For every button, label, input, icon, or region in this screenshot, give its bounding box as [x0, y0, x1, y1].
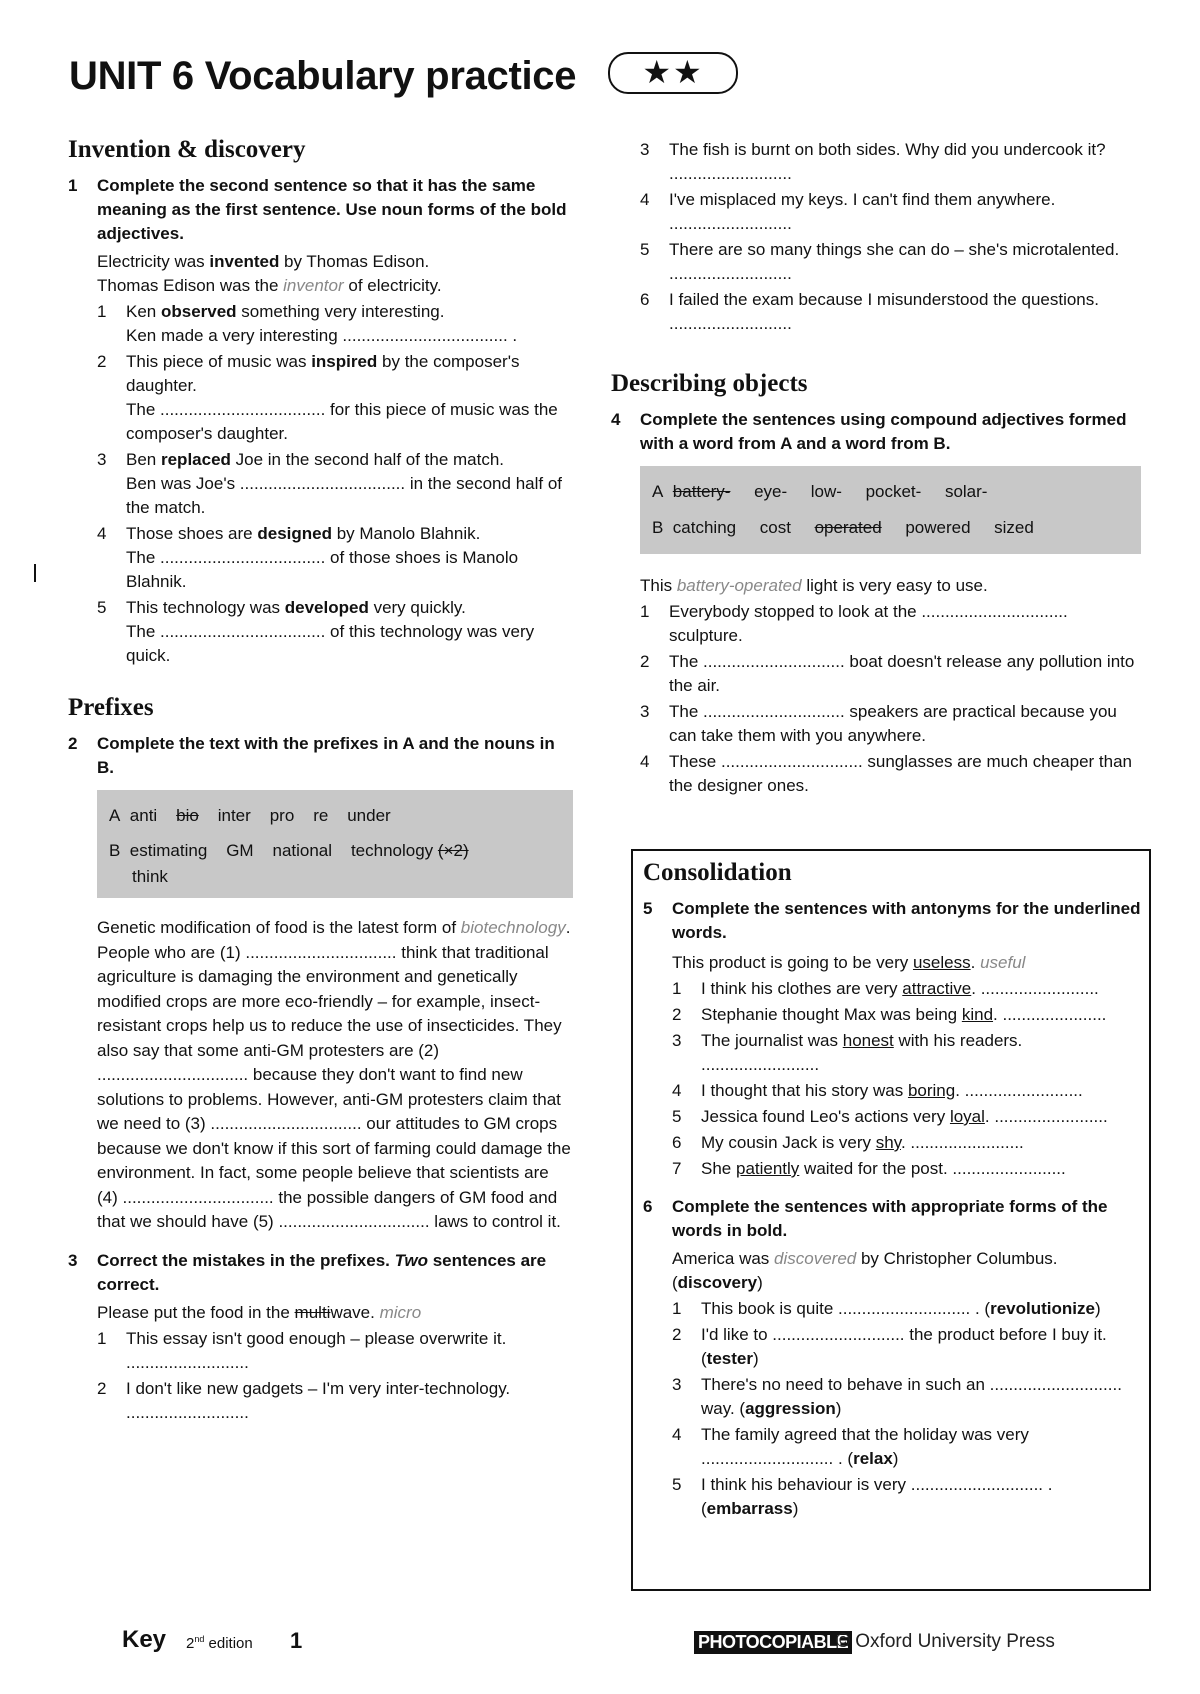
item-number: 3 — [640, 140, 650, 159]
bold-word: developed — [284, 598, 369, 617]
list-item — [97, 448, 573, 520]
instruction-text: Complete the text with the prefixes in A and the nouns in B. — [97, 734, 555, 777]
text: She — [701, 1159, 736, 1178]
text: by Thomas Edison. — [279, 252, 430, 271]
list-item — [672, 1131, 1143, 1155]
list-item — [672, 1029, 1143, 1077]
text: This product is going to be very — [672, 953, 913, 972]
answer-line[interactable]: The ................................... for this piece of music was the composer's daughter. — [126, 400, 558, 443]
word-crossed: bio — [176, 806, 199, 825]
item-text[interactable]: These .............................. sunglasses are much cheaper than the designer ones. — [669, 752, 1132, 795]
word: eye- — [754, 482, 788, 501]
list-item — [640, 188, 1140, 236]
item-text[interactable]: The fish is burnt on both sides. Why did you undercook it? .......................... — [669, 140, 1106, 183]
list-item — [640, 700, 1141, 748]
bold-word: discovery — [677, 1273, 758, 1292]
text: . People who are (1) ................................ think that traditional agriculture is damaging the environment and genetically modified crops are more eco-friendly – for example, insect-resistant crops help us to reduce the use of insecticides. They also say that some anti-GM protesters are (2) ................................ because they don't want to find new solutions to problems. However, anti-GM protesters claim that we need to (3) ................................ our attitudes to GM crops because we don't know if this sort of farming could damage the environment. In fact, some people believe that scientists are (4) ................................ the possible dangers of GM food and that we should have (5) ................................ laws to control it. — [97, 918, 571, 1231]
list-item — [640, 650, 1141, 698]
instruction-text: Correct the mistakes in the prefixes. — [97, 1250, 395, 1270]
item-number: 1 — [97, 302, 107, 321]
answer-line[interactable]: waited for the post. ........................ — [799, 1159, 1066, 1178]
exercise-number: 2 — [68, 734, 78, 753]
text: Ben — [126, 450, 161, 469]
text: This technology was — [126, 598, 285, 617]
underlined-word: attractive — [902, 979, 972, 998]
exercise-number: 6 — [643, 1197, 653, 1216]
example-answer: biotechnology — [460, 918, 566, 937]
item-number: 7 — [672, 1159, 682, 1178]
underlined-word: shy — [875, 1133, 901, 1152]
item-number: 5 — [672, 1107, 682, 1126]
answer-line[interactable]: I'd like to ............................ the product before I buy it. ( — [701, 1325, 1107, 1368]
exercise-number: 1 — [68, 176, 78, 195]
instruction-emphasis: Two — [394, 1250, 428, 1270]
word-box-row-a — [652, 474, 1129, 510]
answer-line[interactable]: . ......................... — [971, 979, 1099, 998]
answer-line[interactable]: . ...................... — [993, 1005, 1107, 1024]
item-number: 4 — [640, 752, 650, 771]
list-item — [97, 1327, 573, 1375]
item-number: 4 — [97, 524, 107, 543]
word-count-crossed: (×2) — [437, 841, 469, 860]
bold-word: aggression — [745, 1399, 836, 1418]
word-box — [97, 790, 573, 898]
answer-line[interactable]: . ........................ — [900, 1133, 1024, 1152]
list-item — [97, 1377, 573, 1425]
word-box-row-b — [652, 510, 1129, 546]
list-item — [640, 138, 1140, 186]
word: cost — [759, 518, 791, 537]
difficulty-stars: ★★ — [608, 52, 738, 94]
bold-word: embarrass — [706, 1499, 793, 1518]
item-number: 2 — [640, 652, 650, 671]
word: pocket- — [865, 482, 922, 501]
word: pro — [269, 806, 295, 825]
answer-line[interactable]: There's no need to behave in such an ............................ way. ( — [701, 1375, 1122, 1418]
exercise-2-text — [97, 916, 573, 1235]
list-item — [97, 596, 573, 668]
list-item — [672, 1473, 1143, 1521]
exercise-3-example — [97, 1301, 573, 1325]
bold-word: replaced — [160, 450, 231, 469]
bold-word: tester — [706, 1349, 753, 1368]
word: powered — [905, 518, 971, 537]
answer-line[interactable]: The family agreed that the holiday was very ............................ . ( — [701, 1425, 1029, 1468]
left-column — [68, 138, 573, 1425]
instruction-text: Complete the second sentence so that it has the same meaning as the first sentence. Use noun forms of the bold adjectives. — [97, 176, 567, 243]
text: by the composer's daughter. — [126, 352, 520, 395]
row-label: B — [652, 518, 664, 537]
text: Ken — [126, 302, 161, 321]
item-text[interactable]: Everybody stopped to look at the ............................... sculpture. — [669, 602, 1068, 645]
exercise-2-instruction — [68, 732, 573, 780]
row-label: A — [109, 806, 121, 825]
describing-objects-block — [611, 372, 1141, 798]
underlined-word: boring — [907, 1081, 956, 1100]
underlined-word: honest — [842, 1031, 894, 1050]
item-number: 1 — [672, 1299, 682, 1318]
item-number: 1 — [672, 979, 682, 998]
example-answer: inventor — [283, 276, 344, 295]
exercise-3-instruction — [68, 1249, 573, 1297]
photocopiable-badge: PHOTOCOPIABLE — [694, 1631, 852, 1654]
list-item — [672, 1323, 1143, 1371]
text: of electricity. — [343, 276, 442, 295]
exercise-3-items-left — [97, 1327, 573, 1425]
word: low- — [810, 482, 842, 501]
text: by Christopher Columbus. ( — [672, 1249, 1058, 1292]
word: estimating — [129, 841, 208, 860]
text: Electricity was — [97, 252, 210, 271]
word: solar- — [944, 482, 988, 501]
text: . — [970, 953, 981, 972]
list-item — [97, 300, 573, 348]
footer-edition — [186, 1634, 253, 1652]
underlined-word: patiently — [735, 1159, 800, 1178]
word: re — [313, 806, 329, 825]
margin-marker — [34, 564, 36, 582]
instruction-text: Complete the sentences with antonyms for the underlined words. — [672, 899, 1141, 942]
item-number: 2 — [672, 1005, 682, 1024]
row-label: B — [109, 841, 121, 860]
text: Please put the food in the — [97, 1302, 295, 1322]
item-text[interactable]: I don't like new gadgets – I'm very inter-technology. .......................... — [126, 1378, 511, 1422]
list-item — [97, 350, 573, 446]
text: ) — [835, 1399, 842, 1418]
text: Jessica found Leo's actions very — [701, 1107, 950, 1126]
word-box-row-b — [109, 834, 561, 890]
list-item — [672, 1423, 1143, 1471]
answer-line[interactable]: Ben was Joe's ................................... in the second half of the match. — [126, 474, 562, 517]
edition-number: 2 — [186, 1635, 195, 1652]
answer-line[interactable]: Ken made a very interesting ................................... . — [126, 326, 518, 345]
list-item — [640, 288, 1140, 336]
item-number: 4 — [640, 190, 650, 209]
text: This — [640, 576, 677, 595]
exercise-1-instruction — [68, 174, 573, 246]
item-number: 2 — [97, 1378, 107, 1398]
list-item — [672, 1003, 1143, 1027]
answer-line[interactable]: I think his behaviour is very ............................ . ( — [701, 1475, 1053, 1518]
example-answer: battery-operated — [676, 576, 802, 595]
answer-line[interactable]: with his readers. ......................... — [701, 1031, 1023, 1074]
list-item — [640, 600, 1141, 648]
text: ) — [892, 1449, 899, 1468]
list-item — [640, 238, 1140, 286]
item-text[interactable]: This essay isn't good enough – please overwrite it. .......................... — [126, 1328, 507, 1372]
word-crossed: battery- — [672, 482, 731, 501]
exercise-1-items — [97, 300, 573, 668]
text: This piece of music was — [126, 352, 312, 371]
list-item — [672, 1105, 1143, 1129]
word: anti — [129, 806, 158, 825]
list-item — [672, 1079, 1143, 1103]
exercise-4-example — [640, 574, 1141, 598]
underlined-word: loyal — [949, 1107, 985, 1126]
section-heading-prefixes: Prefixes — [68, 694, 154, 721]
underlined-word: kind — [961, 1005, 994, 1024]
list-item — [672, 1297, 1143, 1321]
section-heading-consolidation: Consolidation — [643, 859, 792, 886]
item-number: 3 — [640, 702, 650, 721]
text: ) — [792, 1499, 799, 1518]
bold-word: inspired — [311, 352, 378, 371]
item-number: 3 — [672, 1375, 682, 1394]
right-column — [640, 136, 1140, 336]
item-number: 3 — [97, 450, 107, 469]
word: national — [272, 841, 333, 860]
row-label: A — [652, 482, 664, 501]
item-number: 5 — [672, 1475, 682, 1494]
exercise-6-items — [672, 1297, 1143, 1521]
item-text[interactable]: I failed the exam because I misunderstood the questions. .......................... — [669, 290, 1099, 333]
text: I thought that his story was — [701, 1081, 908, 1100]
answer-line[interactable]: This book is quite ............................ . ( — [701, 1299, 991, 1318]
word: inter — [217, 806, 251, 825]
word: GM — [226, 841, 254, 860]
exercise-5-example — [672, 951, 1143, 975]
word-crossed: operated — [814, 518, 882, 537]
bold-word: designed — [257, 524, 332, 543]
list-item — [97, 522, 573, 594]
text: Stephanie thought Max was being — [701, 1005, 962, 1024]
footer-key-logo: Key — [122, 1626, 167, 1653]
underlined-word: useless — [912, 953, 971, 972]
item-text[interactable]: I've misplaced my keys. I can't find them anywhere. .......................... — [669, 190, 1056, 233]
list-item — [672, 1373, 1143, 1421]
text: Genetic modification of food is the latest form of — [97, 918, 461, 937]
instruction-text: Complete the sentences using compound adjectives formed with a word from A and a word from B. — [640, 410, 1127, 453]
list-item — [672, 1157, 1143, 1181]
item-number: 4 — [672, 1425, 682, 1444]
bold-word: observed — [160, 302, 237, 321]
word: under — [347, 806, 391, 825]
answer-line[interactable]: . ......................... — [955, 1081, 1083, 1100]
exercise-6-instruction — [643, 1195, 1143, 1243]
exercise-1-example — [97, 250, 573, 298]
text: ) — [757, 1273, 763, 1292]
crossed-prefix: multi — [294, 1302, 331, 1322]
list-item — [640, 750, 1141, 798]
text: The journalist was — [701, 1031, 843, 1050]
text: Those shoes are — [126, 524, 258, 543]
text: Thomas Edison was the — [97, 276, 284, 295]
item-number: 2 — [97, 352, 107, 371]
exercise-4-items — [640, 600, 1141, 798]
edition-word: edition — [204, 1635, 253, 1652]
bold-word: revolutionize — [990, 1299, 1095, 1318]
text: ) — [752, 1349, 759, 1368]
answer-line[interactable]: . ........................ — [984, 1107, 1108, 1126]
item-text[interactable]: The .............................. boat doesn't release any pollution into the air. — [669, 652, 1135, 695]
example-answer: discovered — [774, 1249, 857, 1268]
exercise-6-example — [672, 1247, 1143, 1295]
example-answer: useful — [980, 953, 1026, 972]
item-number: 6 — [672, 1133, 682, 1152]
answer-line[interactable]: The ................................... of this technology was very quick. — [126, 622, 535, 665]
item-number: 2 — [672, 1325, 682, 1344]
item-number: 6 — [640, 290, 650, 309]
item-number: 1 — [97, 1328, 107, 1348]
example-answer: micro — [379, 1302, 422, 1322]
item-number: 5 — [97, 598, 107, 617]
text: ) — [1094, 1299, 1101, 1318]
section-heading-describing: Describing objects — [611, 370, 808, 397]
item-number: 5 — [640, 240, 650, 259]
bold-word: invented — [209, 252, 280, 271]
word: sized — [994, 518, 1034, 537]
exercise-5-instruction — [643, 897, 1143, 945]
exercise-number: 5 — [643, 899, 653, 918]
instruction-text: Complete the sentences with appropriate forms of the words in bold. — [672, 1197, 1108, 1240]
text: light is very easy to use. — [801, 576, 988, 595]
exercise-3-items-right — [640, 138, 1140, 336]
text: Joe in the second half of the match. — [230, 450, 505, 469]
item-number: 3 — [672, 1031, 682, 1050]
word-box — [640, 466, 1141, 554]
edition-suffix: nd — [194, 1634, 205, 1644]
list-item — [672, 977, 1143, 1001]
item-text[interactable]: The .............................. speakers are practical because you can take them with you anywhere. — [669, 702, 1117, 745]
word: think — [132, 867, 168, 886]
text: very quickly. — [368, 598, 466, 617]
exercise-5-items — [672, 977, 1143, 1181]
word-part: technology — [350, 841, 438, 860]
instruction-text: sentences are correct. — [97, 1250, 547, 1294]
item-number: 1 — [640, 602, 650, 621]
exercise-4-instruction — [611, 408, 1141, 456]
item-number: 4 — [672, 1081, 682, 1100]
text: wave. — [330, 1302, 380, 1322]
word — [351, 841, 469, 860]
item-text[interactable]: There are so many things she can do – she's microtalented. .......................... — [669, 240, 1120, 283]
word-box-row-a — [109, 798, 561, 834]
consolidation-box — [631, 849, 1151, 1591]
section-heading-invention: Invention & discovery — [68, 136, 306, 163]
text: My cousin Jack is very — [701, 1133, 876, 1152]
text: America was — [672, 1249, 775, 1268]
text: by Manolo Blahnik. — [331, 524, 481, 543]
page-number: 1 — [290, 1628, 303, 1653]
text: something very interesting. — [236, 302, 445, 321]
text: I think his clothes are very — [701, 979, 903, 998]
publisher-credit: © Oxford University Press — [836, 1631, 1055, 1652]
exercise-number: 4 — [611, 410, 621, 429]
answer-line[interactable]: The ................................... of those shoes is Manolo Blahnik. — [126, 548, 519, 591]
page-title: UNIT 6 Vocabulary practice — [69, 54, 577, 98]
exercise-number: 3 — [68, 1250, 78, 1270]
bold-word: relax — [853, 1449, 893, 1468]
word: catching — [672, 518, 737, 537]
